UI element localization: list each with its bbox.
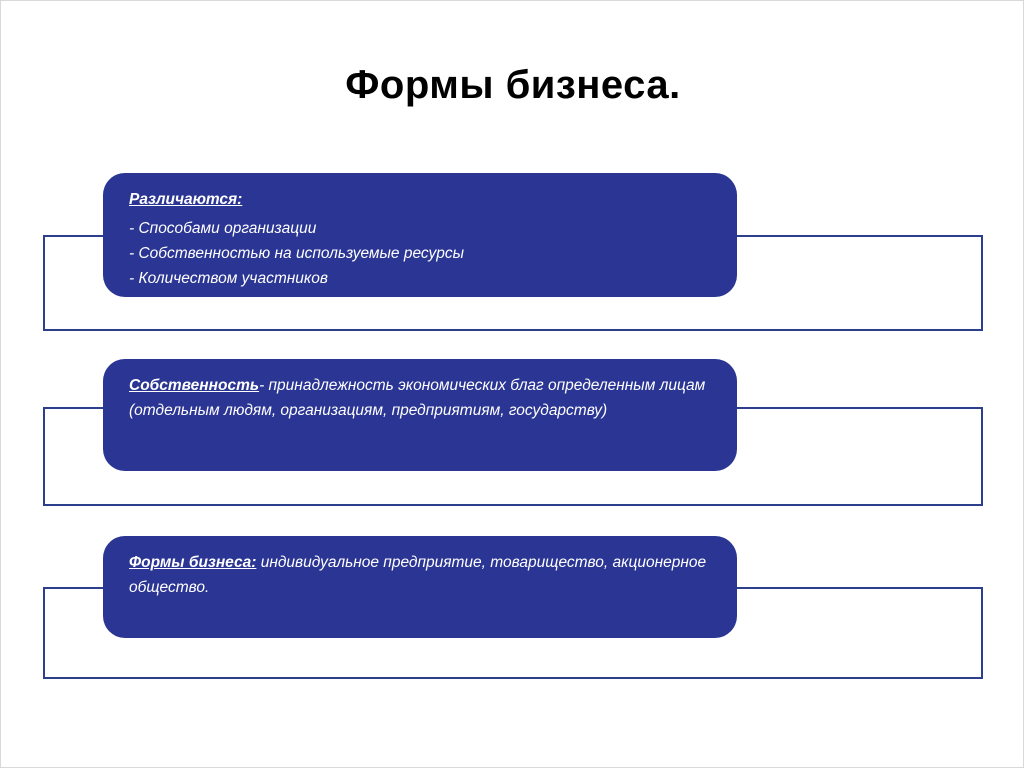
block-differences xyxy=(103,173,737,297)
block-ownership-heading: Собственность xyxy=(129,377,260,394)
block-business-forms-text xyxy=(129,550,715,600)
page-title: Формы бизнеса. xyxy=(345,63,681,107)
block-ownership-body: - принадлежность экономических благ определенным лицам (отдельным людям, организациям, предприятиям, государству) xyxy=(129,377,706,419)
block-ownership-text xyxy=(129,373,715,423)
block-differences-item-1: - Способами организации xyxy=(129,220,317,237)
block-differences-item-3: - Количеством участников xyxy=(129,270,328,287)
block-business-forms-heading: Формы бизнеса: xyxy=(129,554,257,571)
block-business-forms-body: индивидуальное предприятие, товарищество, акционерное общество. xyxy=(129,554,707,596)
block-business-forms xyxy=(103,536,737,638)
block-differences-heading: Различаются: xyxy=(129,191,243,208)
block-differences-item-2: - Собственностью на используемые ресурсы xyxy=(129,245,465,262)
block-ownership xyxy=(103,359,737,471)
